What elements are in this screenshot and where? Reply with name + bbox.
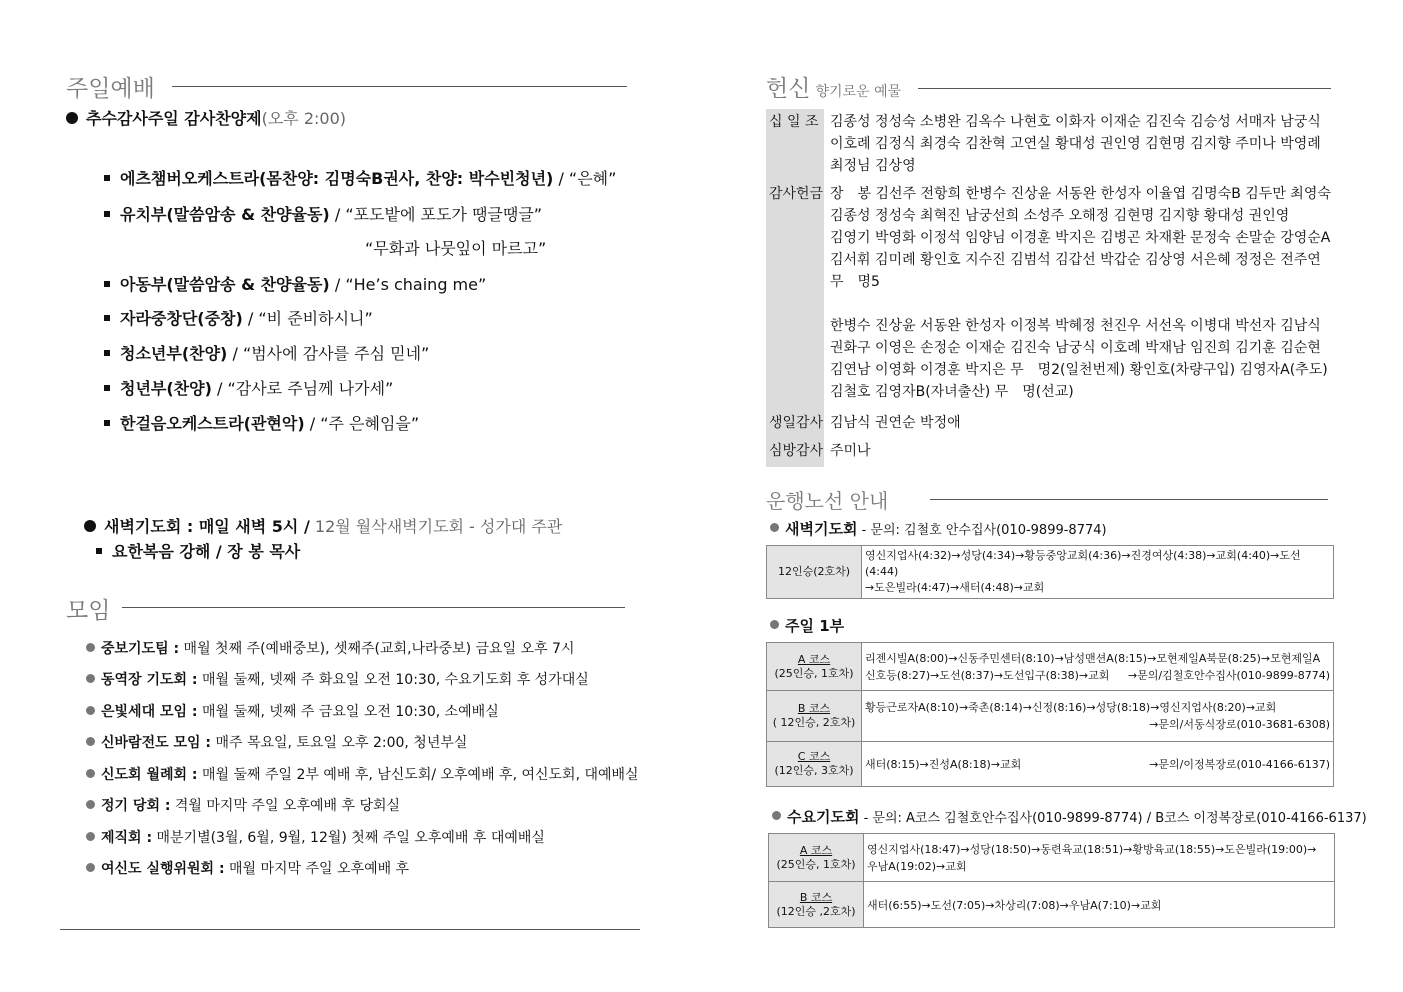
meeting-text: 매월 둘째, 넷째 주 금요일 오전 10:30, 소예배실 [197,704,499,720]
meeting-name: 은빛세대 모임 : [101,704,198,720]
program-label: 자라중창단(중창) [120,309,243,328]
names-line: 김연남 이영화 이경훈 박지은 무 명2(일천번제) 황인호(차량구입) 김영자A(추도) [830,362,1328,378]
meeting-text: 격월 마지막 주일 오후예배 후 당회실 [170,798,401,814]
route-line: 황등근로자A(8:10)→죽촌(8:14)→신정(8:16)→성당(8:18)→영신지업사(8:20)→교회 [865,701,1277,714]
table-row [769,882,1335,928]
dawn-prayer-detail: 12월 월삭새벽기도회 - 성가대 주관 [309,517,563,536]
names-line: 무 명5 [830,274,880,290]
route-line-text: 신호등(8:27)→도선(8:37)→도선입구(8:38)→교회 [865,668,1110,682]
route-vehicle [769,834,864,882]
meeting-text: 매주 목요일, 토요일 오후 2:00, 청년부실 [211,735,468,751]
table-row [769,834,1335,882]
bullet-dot [86,769,95,778]
program-song: / “은혜” [553,169,617,188]
meeting-name: 신도회 월례회 : [101,767,198,783]
route-contact: →문의/서동식장로(010-3681-6308) [1149,718,1330,731]
route-heading-wednesday [772,806,1367,827]
names-line: 권화구 이영은 손정순 이재순 김진숙 남궁식 이호례 박재남 임진희 김기훈 김순현 [830,340,1321,356]
table-row [767,691,1334,741]
meeting-text: 매분기별(3월, 6월, 9월, 12월) 첫째 주일 오후예배 후 대예배실 [152,830,545,846]
program-song: / “주 은혜임을” [304,414,420,433]
program-song: / “He’s chaing me” [329,275,487,294]
route-heading-label: 주일 1부 [785,617,845,635]
bullet-dot [84,520,96,532]
program-item [104,166,616,189]
course-name: A 코스 [797,652,831,666]
meeting-item [86,858,409,878]
route-stops [864,834,1335,882]
route-heading-label: 수요기도회 [787,808,860,826]
names-line: 김철호 김영자B(자녀출산) 무 명(선교) [830,384,1074,400]
offering-row-label: 생일감사 [769,415,824,431]
meetings-title-rule [122,607,625,608]
course-name: A 코스 [799,843,833,857]
route-line: 영신지업사(18:47)→성당(18:50)→동련육교(18:51)→황방육교(18:55)→도은빌라(19:00)→ [867,842,1317,856]
dawn-prayer [84,514,562,537]
program-item [104,341,429,364]
route-vehicle [767,691,862,741]
dawn-prayer-sub [96,539,300,562]
offering-row-names [830,111,1321,177]
routes-title-rule [930,499,1328,500]
bullet-dot [86,737,95,746]
route-line: →도은빌라(4:47)→새터(4:48)→교회 [865,581,1045,594]
routes-title: 운행노선 안내 [766,489,889,513]
meeting-name: 제직회 : [101,830,153,846]
square-bullet [104,315,110,321]
names-line: 김종성 정성숙 최혁진 남궁선희 소성주 오해정 김현명 김지향 황대성 권인영 [830,208,1290,224]
meeting-name: 동역장 기도회 : [101,672,198,688]
square-bullet [104,350,110,356]
program-label: 유치부(말씀암송 & 찬양율동) [120,205,330,224]
left-bottom-rule [60,929,640,930]
offering-title-rule [918,88,1331,89]
offering-row-label: 심방감사 [769,443,824,459]
program-song: / “포도밭에 포도가 땡글땡글” [329,205,543,224]
program-song: / “범사에 감사를 주심 믿네” [227,344,430,363]
route-stops [862,643,1334,691]
course-capacity: (12인승, 3호차) [774,763,854,777]
dawn-sub-label: 요한복음 강해 / 장 봉 목사 [112,542,301,561]
route-heading-label: 새벽기도회 [785,520,858,538]
bullet-dot [770,620,779,629]
route-stops [862,691,1334,741]
bullet-dot [86,863,95,872]
route-contact: →문의/김철호안수집사(010-9899-8774) [1127,668,1330,682]
route-heading-dawn [770,518,1107,539]
route-contact: →문의/이정복장로(010-4166-6137) [1149,757,1330,771]
thanksgiving-label: 추수감사주일 감사찬양제 [86,109,262,128]
route-stops [862,546,1334,599]
bullet-dot [86,832,95,841]
offering-title: 헌신 [766,76,811,102]
meeting-text: 매월 첫째 주(예배중보), 셋째주(교회,나라중보) 금요일 오후 7시 [179,641,575,657]
meeting-text: 매월 둘째, 넷째 주 화요일 오전 10:30, 수요기도회 후 성가대실 [197,672,589,688]
route-heading-sunday1 [770,615,844,636]
meeting-item [86,827,545,847]
meeting-item [86,764,639,784]
names-line: 장 봉 김선주 전항희 한병수 진상윤 서동완 한성자 이율엽 김명숙B 김두만 최영숙 [830,186,1331,202]
route-vehicle [769,882,864,928]
course-name: B 코스 [799,890,833,904]
square-bullet [104,420,110,426]
route-vehicle [767,741,862,786]
meeting-name: 여신도 실행위원회 : [101,861,225,877]
meeting-item [86,701,499,721]
names-line: 김서휘 김미례 황인호 지수진 김범석 김갑선 박갑순 김상영 서은혜 정정은 전주연 [830,252,1321,268]
route-stops [862,741,1334,786]
bullet-dot [86,643,95,652]
meeting-text: 매월 둘째 주일 2부 예배 후, 남신도회/ 오후예배 후, 여신도회, 대예배실 [197,767,639,783]
meetings-title: 모임 [66,598,111,624]
sunday-worship-title: 주일예배 [66,76,155,102]
meeting-name: 정기 당회 : [101,798,171,814]
meeting-text: 매월 마지막 주일 오후예배 후 [224,861,410,877]
table-row [767,546,1334,599]
offering-row-label: 십 일 조 [769,114,819,130]
route-stops [864,882,1335,928]
bullet-dot [66,112,78,124]
offering-row-names [830,440,871,462]
route-line: 우남A(19:02)→교회 [867,859,967,873]
square-bullet [104,385,110,391]
program-label: 아동부(말씀암송 & 찬양율동) [120,275,330,294]
dawn-route-table [766,545,1334,599]
offering-row-names [830,412,961,434]
route-vehicle [767,643,862,691]
route-line: 새터(6:55)→도선(7:05)→차상리(7:08)→우남A(7:10)→교회 [867,898,1162,912]
names-line: 김종성 정성숙 소병완 김옥수 나현호 이화자 이재순 김진숙 김승성 서매자 남궁식 [830,114,1321,130]
program-song-2: “무화과 나뭇잎이 마르고” [365,239,547,258]
meeting-name: 중보기도팀 : [101,641,180,657]
names-line: 김영기 박영화 이정석 임양님 이경훈 박지은 김병곤 차재환 문정숙 손말순 강영순A [830,230,1331,246]
program-item [104,411,419,434]
names-line: 최정님 김상영 [830,158,916,174]
meeting-item [86,732,467,752]
program-item [104,272,486,295]
bullet-dot [770,523,779,532]
table-row [767,643,1334,691]
course-capacity: (25인승, 1호차) [774,666,854,680]
course-capacity: (25인승, 1호차) [776,857,856,871]
dawn-prayer-label: 새벽기도회 : 매일 새벽 5시 / [104,517,310,536]
course-capacity: (12인승 ,2호차) [776,904,856,918]
bullet-dot [86,674,95,683]
course-name: B 코스 [797,702,831,715]
offering-heading [766,70,901,103]
names-line: 주미나 [830,443,871,459]
square-bullet [104,211,110,217]
program-label: 한걸음오케스트라(관현악) [120,414,305,433]
route-line [865,716,1330,733]
bullet-dot [772,811,781,820]
program-song: / “감사로 주님께 나가세” [211,379,394,398]
route-inquiry: - 문의: A코스 김철호안수집사(010-9899-8774) / B코스 이정복장로(010-4166-6137) [859,811,1367,826]
route-vehicle: 12인승(2호차) [767,546,862,599]
square-bullet [96,548,102,554]
offering-row-names [830,183,1331,403]
route-line [865,756,1330,772]
program-item [104,376,393,399]
thanksgiving-bullet [66,106,346,129]
sunday-route-table [766,642,1334,787]
route-line: 영신지업사(4:32)→성당(4:34)→황등중앙교회(4:36)→진경여상(4:38)→교회(4:40)→도선(4:44) [865,549,1301,578]
program-item [104,202,542,225]
meeting-item [86,669,589,689]
sunday-title-rule [172,86,627,87]
program-label: 에츠챔버오케스트라(몸찬양: 김명숙B권사, 찬양: 박수빈청년) [120,169,554,188]
route-inquiry: - 문의: 김철호 안수집사(010-9899-8774) [857,523,1107,538]
names-line: 김남식 권연순 박정애 [830,415,961,431]
square-bullet [104,281,110,287]
program-label: 청소년부(찬양) [120,344,228,363]
meeting-item [86,638,574,658]
bullet-dot [86,706,95,715]
course-capacity: ( 12인승, 2호차) [772,716,856,729]
program-song: / “비 준비하시니” [242,309,373,328]
route-line: 리젠시빌A(8:00)→신동주민센터(8:10)→남성맨션A(8:15)→모현제일A북문(8:25)→모현제일A [865,651,1321,665]
meeting-name: 신바람전도 모임 : [101,735,212,751]
meeting-item [86,795,400,815]
route-line [865,667,1330,684]
table-row [767,741,1334,786]
bullet-dot [86,800,95,809]
names-line-blank [830,293,1331,315]
names-line: 한병수 진상윤 서동완 한성자 이정복 박혜정 천진우 서선옥 이병대 박선자 김남식 [830,318,1321,334]
route-line-text: 새터(8:15)→진성A(8:18)→교회 [865,757,1022,771]
wednesday-route-table [768,833,1335,928]
course-name: C 코스 [797,749,831,763]
program-item [104,306,373,329]
thanksgiving-time: (오후 2:00) [261,109,347,128]
program-label: 청년부(찬양) [120,379,212,398]
names-line: 이호례 김정식 최경숙 김찬혁 고연실 황대성 권인영 김현명 김지향 주미나 박영례 [830,136,1321,152]
offering-subtitle: 향기로운 예물 [815,84,902,100]
square-bullet [104,175,110,181]
offering-row-label: 감사헌금 [769,186,824,202]
